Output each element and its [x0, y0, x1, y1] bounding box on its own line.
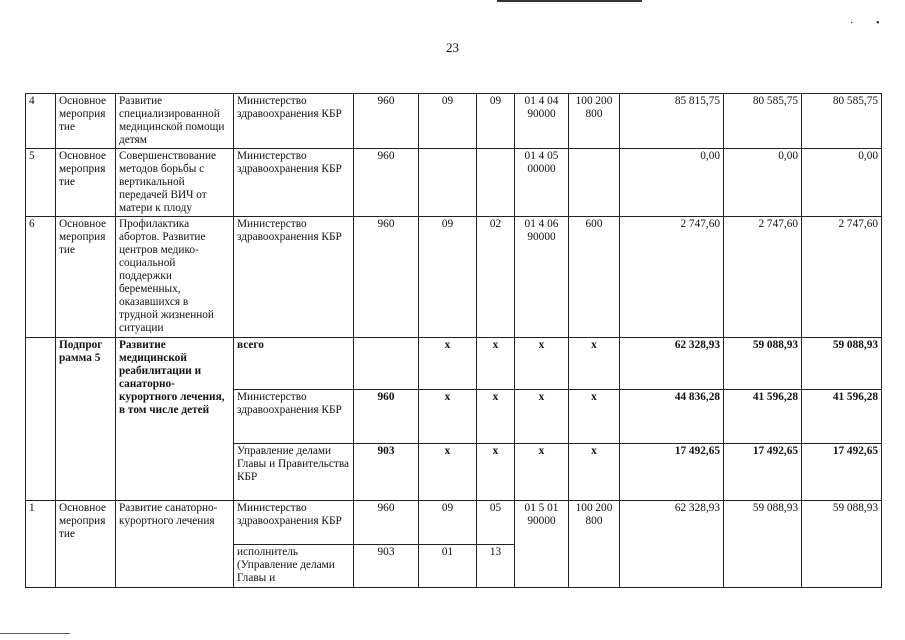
row-rz-secondary: 01: [419, 545, 477, 588]
subprogram-csr: x: [515, 444, 569, 501]
row-value-3: 2 747,60: [802, 217, 882, 338]
row-value-3: 80 585,75: [802, 94, 882, 149]
row-csr: 01 4 06 90000: [515, 217, 569, 338]
table-row: [26, 149, 882, 217]
subprogram-pr: x: [477, 444, 515, 501]
subprogram-vr: x: [569, 444, 620, 501]
row-type: Основное мероприя тие: [56, 149, 116, 217]
subprogram-csr: x: [515, 390, 569, 444]
subprogram-number: [26, 338, 56, 501]
scan-artifact-mark: ·: [850, 18, 854, 29]
row-number: 6: [26, 217, 56, 338]
row-grbs-secondary: 903: [354, 545, 419, 588]
row-executor: Министерство здравоохранения КБР: [234, 501, 354, 545]
row-name: Развитие специализированной медицинской помощи детям: [116, 94, 234, 149]
row-number: 1: [26, 501, 56, 588]
row-rz: [419, 149, 477, 217]
scan-artifact-line: [0, 633, 70, 634]
row-value-1: 85 815,75: [620, 94, 724, 149]
row-value-2: 80 585,75: [724, 94, 802, 149]
row-grbs: 960: [354, 501, 419, 545]
subprogram-rz: x: [419, 390, 477, 444]
row-value-3: 0,00: [802, 149, 882, 217]
row-csr: 01 4 04 90000: [515, 94, 569, 149]
row-csr: 01 4 05 00000: [515, 149, 569, 217]
row-type: Основное мероприя тие: [56, 501, 116, 588]
row-executor: Министерство здравоохранения КБР: [234, 149, 354, 217]
row-rz: 09: [419, 217, 477, 338]
subprogram-rz: x: [419, 338, 477, 390]
row-grbs: 960: [354, 94, 419, 149]
row-grbs: 960: [354, 149, 419, 217]
row-number: 4: [26, 94, 56, 149]
subprogram-executor: Министерство здравоохранения КБР: [234, 390, 354, 444]
row-name: Профилактика абортов. Развитие центров медико-социальной поддержки беременных, оказавшихся в трудной жизненной ситуации: [116, 217, 234, 338]
subprogram-executor: всего: [234, 338, 354, 390]
row-number: 5: [26, 149, 56, 217]
subprogram-value-2: 59 088,93: [724, 338, 802, 390]
subprogram-grbs: [354, 338, 419, 390]
row-value-3: 59 088,93: [802, 501, 882, 588]
subprogram-rz: x: [419, 444, 477, 501]
row-value-1: 2 747,60: [620, 217, 724, 338]
row-type: Основное мероприя тие: [56, 94, 116, 149]
row-csr: 01 5 01 90000: [515, 501, 569, 588]
scan-artifact-line: [497, 0, 642, 2]
subprogram-csr: x: [515, 338, 569, 390]
row-executor: Министерство здравоохранения КБР: [234, 94, 354, 149]
subprogram-pr: x: [477, 338, 515, 390]
row-name: Совершенствование методов борьбы с вертикальной передачей ВИЧ от матери к плоду: [116, 149, 234, 217]
row-vr: 100 200 800: [569, 501, 620, 588]
subprogram-executor: Управление делами Главы и Правительства КБР: [234, 444, 354, 501]
subprogram-value-1: 62 328,93: [620, 338, 724, 390]
subprogram-value-3: 59 088,93: [802, 338, 882, 390]
subprogram-type: Подпрог рамма 5: [56, 338, 116, 501]
row-pr: 05: [477, 501, 515, 545]
subprogram-value-1: 17 492,65: [620, 444, 724, 501]
row-pr: [477, 149, 515, 217]
subprogram-value-1: 44 836,28: [620, 390, 724, 444]
row-pr: 09: [477, 94, 515, 149]
subprogram-grbs: 903: [354, 444, 419, 501]
subprogram-value-2: 17 492,65: [724, 444, 802, 501]
row-executor-secondary: исполнитель (Управление делами Главы и: [234, 545, 354, 588]
row-pr-secondary: 13: [477, 545, 515, 588]
row-rz: 09: [419, 94, 477, 149]
row-executor: Министерство здравоохранения КБР: [234, 217, 354, 338]
subprogram-grbs: 960: [354, 390, 419, 444]
budget-table: [25, 93, 882, 588]
page-number: 23: [446, 40, 459, 55]
row-value-1: 0,00: [620, 149, 724, 217]
subprogram-value-3: 17 492,65: [802, 444, 882, 501]
row-name: Развитие санаторно-курортного лечения: [116, 501, 234, 588]
row-type: Основное мероприя тие: [56, 217, 116, 338]
subprogram-name: Развитие медицинской реабилитации и санаторно-курортного лечения, в том числе детей: [116, 338, 234, 501]
subprogram-vr: x: [569, 390, 620, 444]
subprogram-value-3: 41 596,28: [802, 390, 882, 444]
table-row: [26, 501, 882, 545]
row-value-1: 62 328,93: [620, 501, 724, 588]
subprogram-pr: x: [477, 390, 515, 444]
scan-artifact-dot: •: [876, 18, 880, 29]
row-vr: 100 200 800: [569, 94, 620, 149]
row-value-2: 2 747,60: [724, 217, 802, 338]
subprogram-vr: x: [569, 338, 620, 390]
subprogram-value-2: 41 596,28: [724, 390, 802, 444]
subprogram-row: [26, 338, 882, 390]
row-rz: 09: [419, 501, 477, 545]
row-vr: 600: [569, 217, 620, 338]
row-grbs: 960: [354, 217, 419, 338]
table-row: [26, 94, 882, 149]
row-value-2: 0,00: [724, 149, 802, 217]
table-row: [26, 217, 882, 338]
row-pr: 02: [477, 217, 515, 338]
row-vr: [569, 149, 620, 217]
row-value-2: 59 088,93: [724, 501, 802, 588]
